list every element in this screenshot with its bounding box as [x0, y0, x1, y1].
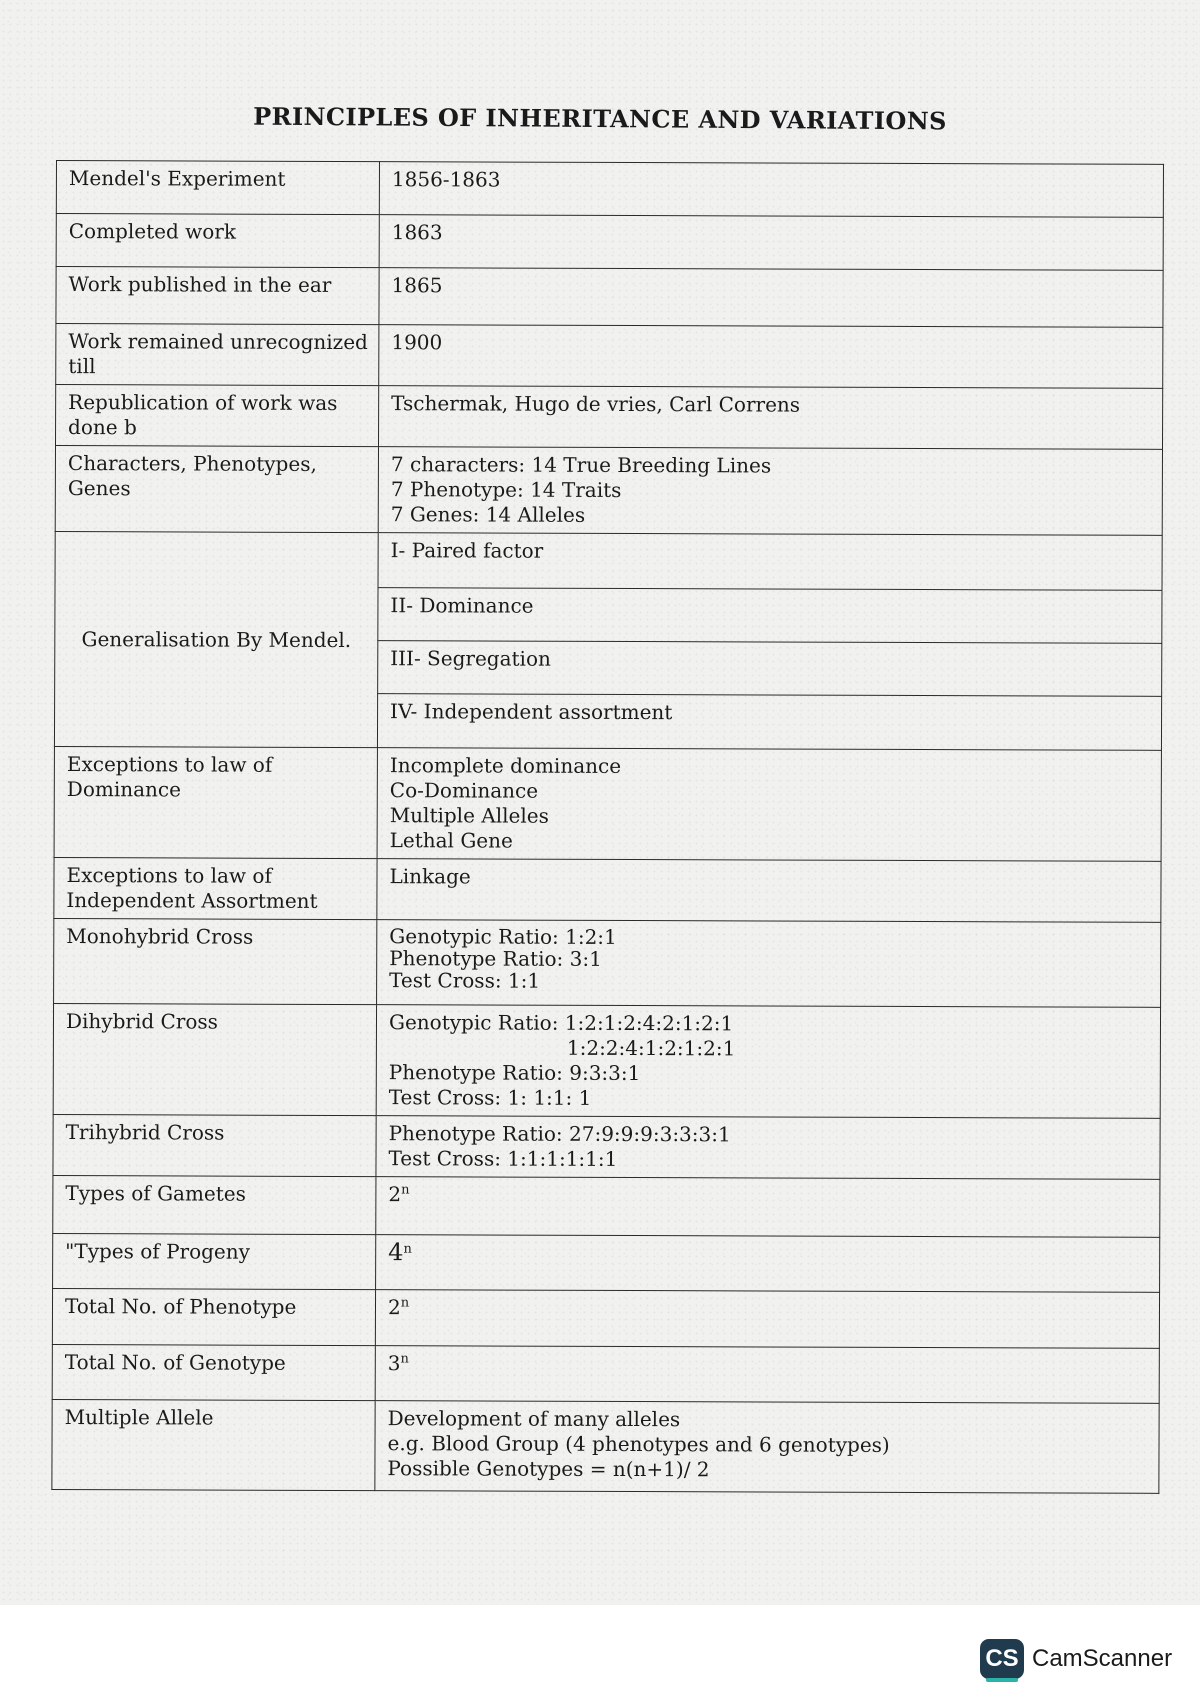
- value-line: I- Paired factor: [390, 538, 544, 563]
- page-title: PRINCIPLES OF INHERITANCE AND VARIATIONS: [253, 101, 947, 136]
- row-value: [377, 748, 1161, 862]
- row-label: Total No. of Genotype: [52, 1344, 375, 1400]
- value-line: Multiple Alleles: [389, 803, 549, 828]
- row-value: [378, 533, 1162, 591]
- value-exponent: n: [401, 1182, 410, 1198]
- row-label: Exceptions to law of Independent Assortment: [54, 857, 377, 919]
- value-exponent: n: [403, 1241, 412, 1257]
- row-label: Generalisation By Mendel.: [54, 531, 378, 747]
- row-value: [375, 1290, 1159, 1349]
- value-line: Phenotype Ratio: 27:9:9:9:3:3:3:1: [388, 1121, 731, 1147]
- table-row: [56, 267, 1163, 328]
- row-label: Total No. of Phenotype: [52, 1288, 375, 1345]
- row-value: [378, 641, 1162, 697]
- row-value: [379, 386, 1163, 450]
- value-line: III- Segregation: [390, 646, 551, 671]
- row-label: Multiple Allele: [52, 1399, 375, 1490]
- row-value: [377, 694, 1161, 751]
- table-row: [56, 385, 1163, 450]
- camscanner-watermark: [980, 1637, 1172, 1681]
- value-base: 2: [388, 1182, 402, 1207]
- value-base: 3: [387, 1351, 401, 1376]
- row-label: Trihybrid Cross: [53, 1114, 376, 1176]
- value-line: Test Cross: 1: 1:1: 1: [388, 1085, 592, 1110]
- value-line: 7 characters: 14 True Breeding Lines: [390, 452, 772, 478]
- table-row: [52, 1288, 1159, 1348]
- row-label: Dihybrid Cross: [53, 1003, 376, 1115]
- row-value: [375, 1346, 1159, 1404]
- table-row: [52, 1344, 1159, 1403]
- value-line: IV- Independent assortment: [390, 699, 673, 725]
- value-line: Co-Dominance: [389, 778, 539, 803]
- row-label: Republication of work was done b: [56, 385, 379, 447]
- row-label: Types of Gametes: [53, 1175, 376, 1234]
- value-line: Incomplete dominance: [389, 753, 622, 778]
- value-line: Phenotype Ratio: 9:3:3:1: [388, 1060, 641, 1086]
- value-line: 1:2:2:4:1:2:1:2:1: [566, 1035, 736, 1061]
- value-line: Linkage: [389, 864, 471, 889]
- table-row: [53, 1003, 1160, 1118]
- row-label: Completed work: [56, 214, 379, 268]
- row-value: [377, 859, 1161, 923]
- camscanner-brand-label: CamScanner: [1032, 1645, 1173, 1672]
- value-line: 1856-1863: [391, 167, 501, 192]
- row-value: [378, 588, 1162, 644]
- row-label: Monohybrid Cross: [54, 918, 377, 1004]
- row-label: Mendel's Experiment: [56, 161, 379, 215]
- value-line: Genotypic Ratio: 1:2:1: [389, 924, 617, 949]
- value-line: 7 Genes: 14 Alleles: [390, 502, 586, 527]
- value-line: 1900: [391, 330, 443, 355]
- table-row: [56, 161, 1163, 218]
- inheritance-table: [51, 160, 1164, 1494]
- value-line: Genotypic Ratio: 1:2:1:2:4:2:1:2:1: [388, 1010, 734, 1036]
- value-exponent: n: [400, 1295, 410, 1311]
- row-value: [377, 920, 1161, 1008]
- value-line: 7 Phenotype: 14 Traits: [390, 477, 622, 502]
- table-row: [53, 1114, 1160, 1179]
- value-line: e.g. Blood Group (4 phenotypes and 6 genotypes): [387, 1431, 890, 1457]
- table-row: [53, 1175, 1160, 1237]
- value-exponent: n: [400, 1351, 409, 1367]
- row-label: Work published in the ear: [56, 267, 379, 325]
- row-value: [375, 1401, 1159, 1494]
- row-label: Characters, Phenotypes, Genes: [55, 446, 378, 533]
- row-value: [379, 325, 1163, 389]
- value-line: Development of many alleles: [387, 1406, 681, 1432]
- value-line: 1865: [391, 273, 443, 298]
- table-row: [52, 1399, 1159, 1493]
- row-label: Work remained unrecognized till: [56, 324, 379, 386]
- row-value: [378, 447, 1162, 536]
- row-value: [376, 1177, 1160, 1238]
- row-value: [379, 268, 1163, 328]
- row-value: [376, 1235, 1160, 1293]
- value-line: Tschermak, Hugo de vries, Carl Correns: [391, 391, 801, 417]
- value-line: Lethal Gene: [389, 828, 513, 853]
- row-value: [376, 1005, 1160, 1119]
- camscanner-logo-icon: CS: [980, 1639, 1024, 1679]
- table-row: [54, 857, 1161, 922]
- table-row: [55, 446, 1162, 536]
- table-row: [53, 1233, 1160, 1292]
- row-value: [379, 215, 1163, 271]
- value-base: 2: [387, 1295, 401, 1320]
- row-value: [376, 1116, 1160, 1180]
- table-row: [54, 746, 1161, 861]
- row-label: Exceptions to law of Dominance: [54, 746, 377, 858]
- table-row: [54, 918, 1161, 1007]
- value-line: Test Cross: 1:1:1:1:1:1: [388, 1146, 618, 1171]
- table-row: [56, 324, 1163, 389]
- row-value: [379, 162, 1163, 218]
- table-row: [55, 531, 1162, 590]
- value-line: Test Cross: 1:1: [389, 968, 541, 993]
- value-line: II- Dominance: [390, 593, 534, 618]
- value-base: 4: [388, 1238, 404, 1267]
- value-line: Phenotype Ratio: 3:1: [389, 946, 602, 971]
- row-label: "Types of Progeny: [53, 1233, 376, 1289]
- table-row: [56, 214, 1163, 271]
- value-line: Possible Genotypes = n(n+1)/ 2: [387, 1456, 710, 1482]
- value-line: 1863: [391, 220, 443, 245]
